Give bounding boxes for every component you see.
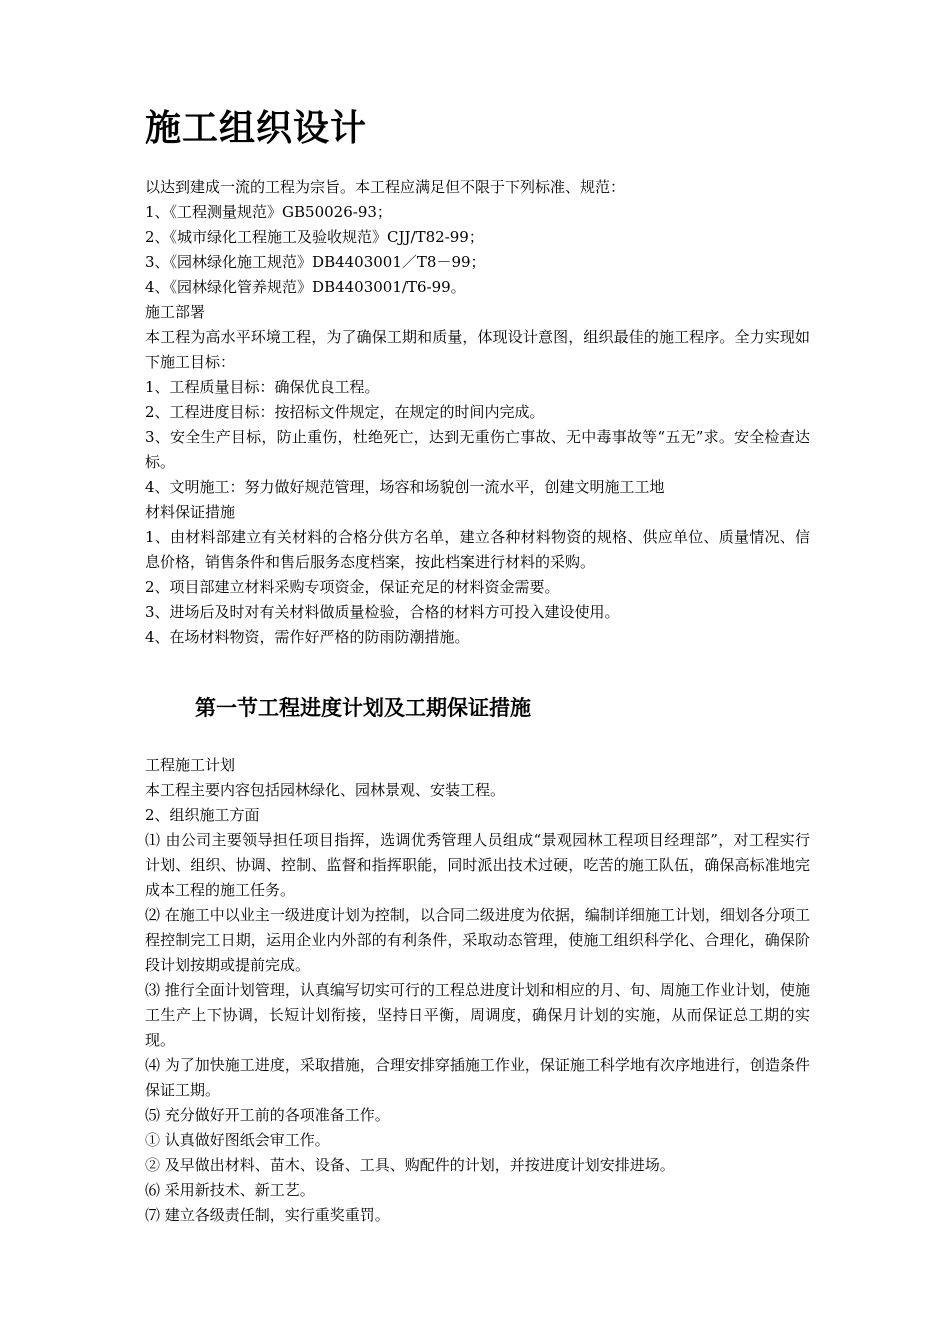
document-title: 施工组织设计 — [145, 107, 368, 149]
material-item: 2、项目部建立材料采购专项资金，保证充足的材料资金需要。 — [145, 578, 560, 596]
measure-item: ⑷ 为了加快施工进度，采取措施，合理安排穿插施工作业，保证施工科学地有次序地进行，创造条件保证工期。 — [145, 1056, 810, 1099]
measure-item: ⑴ 由公司主要领导担任项目指挥，选调优秀管理人员组成“景观园林工程项目经理部”，对工程实行计划、组织、协调、控制、监督和指挥职能，同时派出技术过硬，吃苦的施工队伍，确保高标准地完成本工程的施工任务。 — [145, 831, 810, 899]
goal-item: 3、安全生产目标，防止重伤，杜绝死亡，达到无重伤亡事故、无中毒事故等“五无”求。安全检查达标。 — [145, 428, 810, 471]
section-heading: 第一节工程进度计划及工期保证措施 — [195, 696, 531, 720]
sub-measure-item: ② 及早做出材料、苗木、设备、工具、购配件的计划，并按进度计划安排进场。 — [145, 1156, 675, 1174]
subheading-plan: 工程施工计划 — [145, 756, 236, 774]
standard-item: 4、《园林绿化管养规范》DB4403001/T6-99。 — [145, 278, 466, 296]
material-item: 4、在场材料物资，需作好严格的防雨防潮措施。 — [145, 628, 470, 646]
standard-item: 2、《城市绿化工程施工及验收规范》CJJ/T82-99； — [145, 228, 484, 246]
measure-item: ⑸ 充分做好开工前的各项准备工作。 — [145, 1106, 390, 1124]
sub-measure-item: ① 认真做好图纸会审工作。 — [145, 1131, 330, 1149]
subheading-deployment: 施工部署 — [145, 303, 206, 321]
measure-item: ⑹ 采用新技术、新工艺。 — [145, 1181, 315, 1199]
measure-item: ⑵ 在施工中以业主一级进度计划为控制，以合同二级进度为依据，编制详细施工计划，细划各分项工程控制完工日期，运用企业内外部的有利条件，采取动态管理，使施工组织科学化、合理化，确保阶段计划按期或提前完成。 — [145, 906, 810, 974]
material-item: 1、由材料部建立有关材料的合格分供方名单，建立各种材料物资的规格、供应单位、质量情况、信息价格，销售条件和售后服务态度档案，按此档案进行材料的采购。 — [145, 528, 810, 571]
standard-item: 1、《工程测量规范》GB50026-93； — [145, 203, 392, 221]
goal-item: 2、工程进度目标：按招标文件规定，在规定的时间内完成。 — [145, 403, 545, 421]
document-content — [145, 100, 810, 1228]
intro-paragraph: 以达到建成一流的工程为宗旨。本工程应满足但不限于下列标准、规范： — [145, 178, 626, 196]
subheading-organization: 2、组织施工方面 — [145, 806, 260, 824]
goal-item: 1、工程质量目标：确保优良工程。 — [145, 378, 380, 396]
material-item: 3、进场后及时对有关材料做质量检验，合格的材料方可投入建设使用。 — [145, 603, 620, 621]
goal-item: 4、文明施工：努力做好规范管理，场容和场貌创一流水平，创建文明施工工地 — [145, 478, 665, 496]
intro-section — [145, 175, 810, 650]
schedule-section — [145, 753, 810, 1228]
measure-item: ⑶ 推行全面计划管理，认真编写切实可行的工程总进度计划和相应的月、旬、周施工作业计划，使施工生产上下协调，长短计划衔接，坚持日平衡，周调度，确保月计划的实施，从而保证总工期的实现。 — [145, 981, 810, 1049]
subheading-materials: 材料保证措施 — [145, 503, 236, 521]
deployment-paragraph: 本工程为高水平环境工程，为了确保工期和质量，体现设计意图，组织最佳的施工程序。全力实现如下施工目标： — [145, 328, 810, 371]
measure-item: ⑺ 建立各级责任制，实行重奖重罚。 — [145, 1206, 390, 1224]
standard-item: 3、《园林绿化施工规范》DB4403001／T8－99； — [145, 253, 486, 271]
scope-paragraph: 本工程主要内容包括园林绿化、园林景观、安装工程。 — [145, 781, 506, 799]
